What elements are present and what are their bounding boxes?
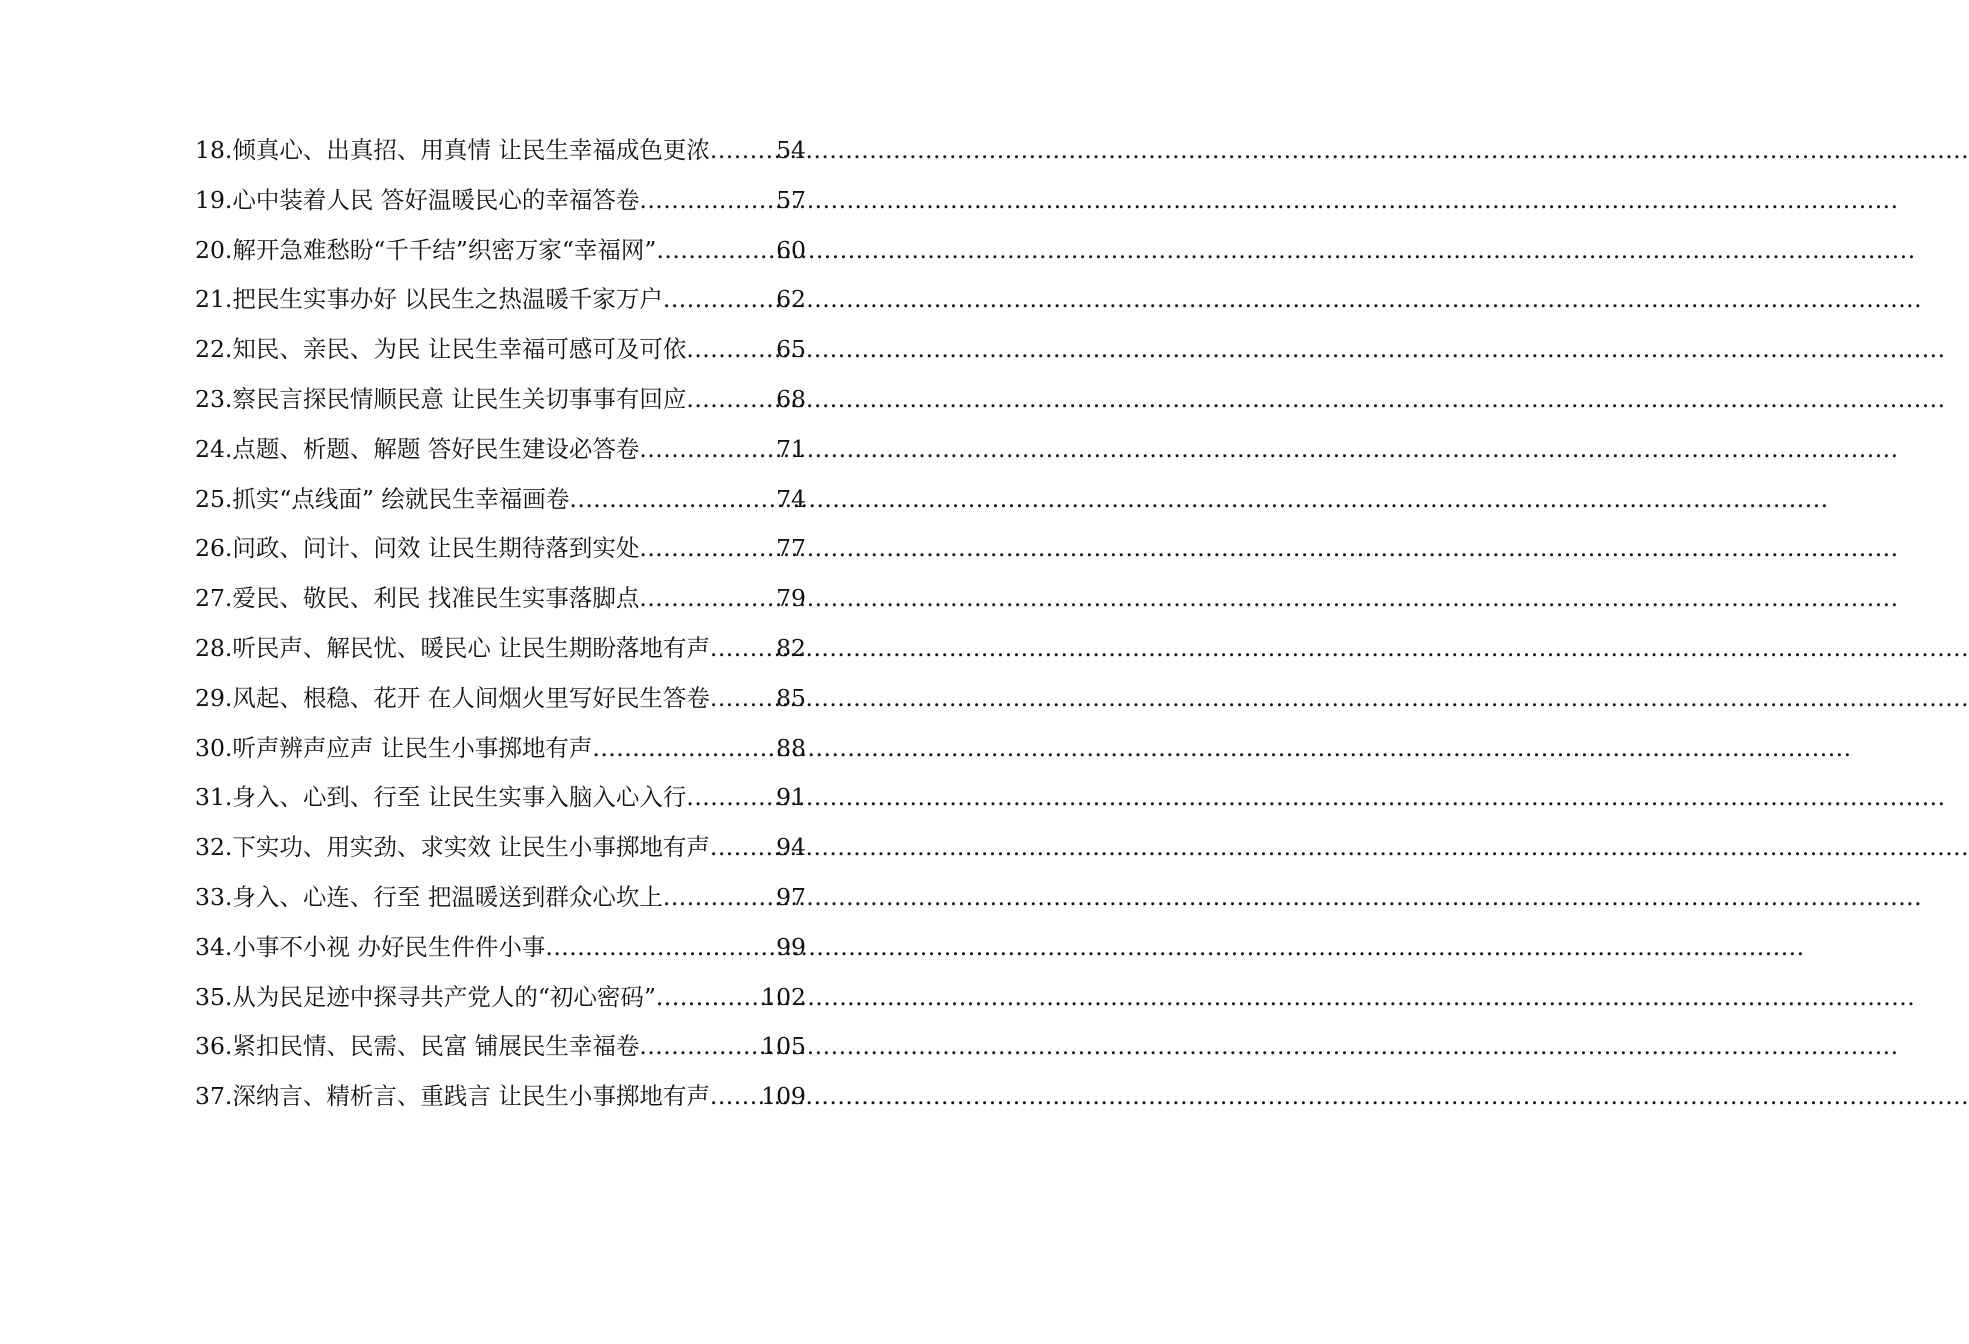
- toc-entry-page-number: 65: [776, 335, 806, 364]
- toc-entry-title: 36.紧扣民情、民需、民富 铺展民生幸福卷: [195, 1032, 640, 1061]
- toc-entry-title: 33.身入、心连、行至 把温暖送到群众心坎上: [195, 882, 663, 911]
- toc-entry[interactable]: [195, 1022, 806, 1072]
- toc-entry-title: 35.从为民足迹中探寻共产党人的“初心密码”: [195, 982, 656, 1011]
- table-of-contents: [195, 126, 806, 1122]
- toc-dot-leader: [663, 873, 775, 923]
- toc-entry[interactable]: [195, 873, 806, 923]
- toc-dot-leader: [686, 375, 775, 425]
- toc-entry-title: 30.听声辨声应声 让民生小事掷地有声: [195, 733, 593, 762]
- toc-entry[interactable]: [195, 973, 806, 1023]
- toc-entry-page-number: 91: [776, 783, 806, 812]
- toc-entry-page-number: 99: [776, 932, 806, 961]
- toc-entry-title: 34.小事不小视 办好民生件件小事: [195, 932, 546, 961]
- toc-entry-page-number: 102: [761, 982, 806, 1011]
- toc-dot-leader: [663, 275, 775, 325]
- toc-entry-page-number: 71: [776, 434, 806, 463]
- toc-entry-title: 27.爱民、敬民、利民 找准民生实事落脚点: [195, 584, 640, 613]
- toc-entry-page-number: 88: [776, 733, 806, 762]
- toc-entry-title: 26.问政、问计、问效 让民生期待落到实处: [195, 534, 640, 563]
- toc-entry[interactable]: [195, 375, 806, 425]
- toc-entry-page-number: 57: [776, 185, 806, 214]
- toc-entry-page-number: 82: [776, 633, 806, 662]
- toc-entry-title: 32.下实功、用实劲、求实效 让民生小事掷地有声: [195, 833, 710, 862]
- toc-entry-page-number: 68: [776, 384, 806, 413]
- toc-dot-leader: [639, 425, 775, 475]
- toc-entry-page-number: 105: [761, 1032, 806, 1061]
- toc-entry-title: 23.察民言探民情顺民意 让民生关切事事有回应: [195, 384, 687, 413]
- toc-dot-leader: [545, 923, 775, 973]
- toc-entry-title: 29.风起、根稳、花开 在人间烟火里写好民生答卷: [195, 683, 710, 712]
- toc-entry-page-number: 77: [776, 534, 806, 563]
- toc-entry-page-number: 97: [776, 882, 806, 911]
- toc-entry-title: 25.抓实“点线面” 绘就民生幸福画卷: [195, 484, 570, 513]
- toc-entry[interactable]: [195, 126, 806, 176]
- toc-entry[interactable]: [195, 1072, 806, 1122]
- toc-entry[interactable]: [195, 773, 806, 823]
- toc-dot-leader: [710, 823, 775, 873]
- toc-dot-leader: [686, 773, 775, 823]
- toc-entry[interactable]: [195, 275, 806, 325]
- toc-entry-page-number: 79: [776, 584, 806, 613]
- toc-entry[interactable]: [195, 823, 806, 873]
- toc-dot-leader: [639, 524, 775, 574]
- toc-entry-title: 19.心中装着人民 答好温暖民心的幸福答卷: [195, 185, 640, 214]
- document-page: [0, 0, 950, 1344]
- toc-entry-page-number: 85: [776, 683, 806, 712]
- toc-entry-title: 21.把民生实事办好 以民生之热温暖千家万户: [195, 285, 663, 314]
- toc-entry[interactable]: [195, 724, 806, 774]
- toc-entry[interactable]: [195, 624, 806, 674]
- toc-entry-title: 18.倾真心、出真招、用真情 让民生幸福成色更浓: [195, 136, 710, 164]
- toc-entry-title: 31.身入、心到、行至 让民生实事入脑入心入行: [195, 783, 687, 812]
- toc-entry-title: 22.知民、亲民、为民 让民生幸福可感可及可依: [195, 335, 687, 364]
- toc-entry[interactable]: [195, 475, 806, 525]
- toc-entry[interactable]: [195, 574, 806, 624]
- toc-entry[interactable]: [195, 425, 806, 475]
- toc-dot-leader: [592, 724, 775, 774]
- toc-entry-page-number: 109: [761, 1082, 806, 1111]
- toc-dot-leader: [656, 226, 775, 276]
- toc-entry[interactable]: [195, 176, 806, 226]
- toc-entry[interactable]: [195, 923, 806, 973]
- toc-entry-page-number: 60: [776, 235, 806, 264]
- toc-entry[interactable]: [195, 524, 806, 574]
- toc-entry[interactable]: [195, 674, 806, 724]
- toc-entry-title: 28.听民声、解民忧、暖民心 让民生期盼落地有声: [195, 633, 710, 662]
- toc-entry-page-number: 94: [776, 833, 806, 862]
- toc-dot-leader: [710, 674, 775, 724]
- toc-entry-title: 24.点题、析题、解题 答好民生建设必答卷: [195, 434, 640, 463]
- toc-dot-leader: [639, 574, 775, 624]
- toc-dot-leader: [569, 475, 775, 525]
- toc-dot-leader: [639, 176, 775, 226]
- toc-entry-title: 37.深纳言、精析言、重践言 让民生小事掷地有声: [195, 1082, 710, 1111]
- toc-dot-leader: [710, 126, 775, 176]
- toc-entry-page-number: 74: [776, 484, 806, 513]
- toc-entry[interactable]: [195, 325, 806, 375]
- toc-dot-leader: [686, 325, 775, 375]
- toc-dot-leader: [710, 1072, 760, 1122]
- toc-entry[interactable]: [195, 226, 806, 276]
- toc-entry-title: 20.解开急难愁盼“千千结”织密万家“幸福网”: [195, 235, 657, 264]
- toc-dot-leader: [639, 1022, 760, 1072]
- toc-entry-page-number: 54: [776, 136, 806, 164]
- toc-entry-page-number: 62: [776, 285, 806, 314]
- toc-dot-leader: [710, 624, 775, 674]
- toc-dot-leader: [656, 973, 760, 1023]
